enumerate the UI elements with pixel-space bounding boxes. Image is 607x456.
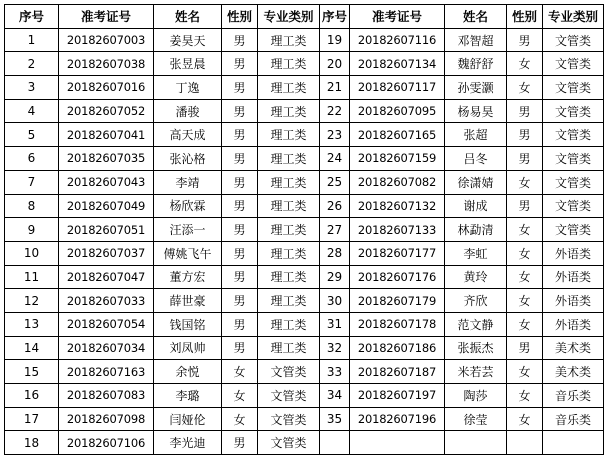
left-exam-id: 20182607038	[59, 52, 154, 76]
left-gender: 女	[222, 360, 258, 384]
student-roster-table	[4, 4, 604, 455]
right-student-no: 35	[320, 407, 350, 431]
left-gender: 男	[222, 289, 258, 313]
left-exam-id: 20182607037	[59, 241, 154, 265]
right-student-name: 徐莹	[445, 407, 507, 431]
right-student-no: 23	[320, 123, 350, 147]
right-student-name: 李虹	[445, 241, 507, 265]
right-gender: 女	[507, 289, 543, 313]
left-exam-id: 20182607043	[59, 170, 154, 194]
right-student-no: 19	[320, 28, 350, 52]
left-major-category: 理工类	[258, 218, 320, 242]
left-student-name: 余悦	[154, 360, 222, 384]
left-student-name: 刘凤帅	[154, 336, 222, 360]
right-exam-id: 20182607165	[350, 123, 445, 147]
right-student-no: 28	[320, 241, 350, 265]
left-student-name: 张昱晨	[154, 52, 222, 76]
table-row	[5, 312, 604, 336]
left-exam-id: 20182607049	[59, 194, 154, 218]
table-row	[5, 28, 604, 52]
right-student-name: 吕冬	[445, 147, 507, 171]
left-student-name: 汪添一	[154, 218, 222, 242]
left-gender: 男	[222, 99, 258, 123]
left-major-category: 文管类	[258, 407, 320, 431]
left-major-category: 文管类	[258, 431, 320, 455]
right-student-no: 21	[320, 76, 350, 100]
right-exam-id: 20182607117	[350, 76, 445, 100]
right-exam-id: 20182607132	[350, 194, 445, 218]
left-exam-id: 20182607041	[59, 123, 154, 147]
left-exam-id: 20182607051	[59, 218, 154, 242]
right-empty-cell	[320, 431, 350, 455]
right-empty-cell	[507, 431, 543, 455]
right-exam-id: 20182607178	[350, 312, 445, 336]
right-gender: 女	[507, 76, 543, 100]
left-student-no: 15	[5, 360, 59, 384]
left-gender: 女	[222, 384, 258, 408]
left-exam-id: 20182607083	[59, 384, 154, 408]
left-gender: 男	[222, 52, 258, 76]
left-student-name: 李璐	[154, 384, 222, 408]
left-exam-id: 20182607047	[59, 265, 154, 289]
right-gender: 女	[507, 265, 543, 289]
left-student-name: 张沁格	[154, 147, 222, 171]
left-student-no: 17	[5, 407, 59, 431]
left-exam-id: 20182607035	[59, 147, 154, 171]
left-student-no: 9	[5, 218, 59, 242]
right-major-category: 外语类	[543, 265, 604, 289]
left-exam-id: 20182607054	[59, 312, 154, 336]
header-gender-left: 性别	[222, 5, 258, 29]
right-student-no: 33	[320, 360, 350, 384]
right-major-category: 美术类	[543, 336, 604, 360]
roster-body	[5, 28, 604, 454]
table-row	[5, 123, 604, 147]
right-gender: 男	[507, 194, 543, 218]
left-student-name: 姜昊天	[154, 28, 222, 52]
header-major-left: 专业类别	[258, 5, 320, 29]
table-row	[5, 147, 604, 171]
left-gender: 男	[222, 336, 258, 360]
left-student-no: 18	[5, 431, 59, 455]
left-student-no: 5	[5, 123, 59, 147]
left-student-no: 4	[5, 99, 59, 123]
right-student-name: 杨易昊	[445, 99, 507, 123]
right-gender: 男	[507, 123, 543, 147]
left-student-name: 高天成	[154, 123, 222, 147]
right-student-no: 20	[320, 52, 350, 76]
right-gender: 女	[507, 52, 543, 76]
header-row	[5, 5, 604, 29]
right-student-name: 徐潇婧	[445, 170, 507, 194]
right-gender: 男	[507, 99, 543, 123]
right-gender: 男	[507, 147, 543, 171]
right-student-no: 26	[320, 194, 350, 218]
left-gender: 男	[222, 431, 258, 455]
right-exam-id: 20182607134	[350, 52, 445, 76]
left-major-category: 理工类	[258, 194, 320, 218]
right-exam-id: 20182607187	[350, 360, 445, 384]
left-student-name: 薛世豪	[154, 289, 222, 313]
left-major-category: 理工类	[258, 28, 320, 52]
right-empty-cell	[543, 431, 604, 455]
right-gender: 男	[507, 28, 543, 52]
left-student-no: 7	[5, 170, 59, 194]
left-student-name: 李光迪	[154, 431, 222, 455]
left-major-category: 理工类	[258, 123, 320, 147]
right-exam-id: 20182607179	[350, 289, 445, 313]
right-major-category: 文管类	[543, 28, 604, 52]
table-row	[5, 241, 604, 265]
left-student-name: 董方宏	[154, 265, 222, 289]
right-student-name: 魏舒舒	[445, 52, 507, 76]
left-gender: 男	[222, 218, 258, 242]
header-name-right: 姓名	[445, 5, 507, 29]
table-row	[5, 336, 604, 360]
left-student-no: 11	[5, 265, 59, 289]
left-exam-id: 20182607163	[59, 360, 154, 384]
right-student-name: 陶莎	[445, 384, 507, 408]
left-student-name: 闫娅伦	[154, 407, 222, 431]
left-major-category: 理工类	[258, 312, 320, 336]
left-student-no: 12	[5, 289, 59, 313]
left-student-no: 16	[5, 384, 59, 408]
right-major-category: 文管类	[543, 99, 604, 123]
right-major-category: 音乐类	[543, 407, 604, 431]
right-major-category: 美术类	[543, 360, 604, 384]
left-exam-id: 20182607033	[59, 289, 154, 313]
right-student-no: 30	[320, 289, 350, 313]
table-row	[5, 360, 604, 384]
left-student-no: 1	[5, 28, 59, 52]
right-gender: 男	[507, 336, 543, 360]
left-gender: 男	[222, 265, 258, 289]
header-major-right: 专业类别	[543, 5, 604, 29]
right-student-no: 22	[320, 99, 350, 123]
left-major-category: 理工类	[258, 336, 320, 360]
right-exam-id: 20182607186	[350, 336, 445, 360]
left-major-category: 理工类	[258, 76, 320, 100]
left-student-name: 李靖	[154, 170, 222, 194]
roster-container	[4, 4, 604, 455]
right-student-name: 谢成	[445, 194, 507, 218]
left-exam-id: 20182607016	[59, 76, 154, 100]
right-student-name: 张振杰	[445, 336, 507, 360]
right-major-category: 文管类	[543, 147, 604, 171]
right-student-no: 31	[320, 312, 350, 336]
right-exam-id: 20182607159	[350, 147, 445, 171]
right-exam-id: 20182607197	[350, 384, 445, 408]
left-exam-id: 20182607106	[59, 431, 154, 455]
right-student-name: 孙雯灏	[445, 76, 507, 100]
left-gender: 男	[222, 170, 258, 194]
right-student-no: 29	[320, 265, 350, 289]
header-exam-id-right: 准考证号	[350, 5, 445, 29]
right-student-name: 齐欣	[445, 289, 507, 313]
left-gender: 男	[222, 147, 258, 171]
left-student-no: 8	[5, 194, 59, 218]
table-row	[5, 76, 604, 100]
left-major-category: 文管类	[258, 360, 320, 384]
left-student-no: 6	[5, 147, 59, 171]
left-student-name: 傅姚飞午	[154, 241, 222, 265]
left-gender: 男	[222, 76, 258, 100]
right-student-name: 林勐清	[445, 218, 507, 242]
header-no-right: 序号	[320, 5, 350, 29]
right-student-name: 邓智超	[445, 28, 507, 52]
header-gender-right: 性别	[507, 5, 543, 29]
right-gender: 女	[507, 170, 543, 194]
right-student-no: 25	[320, 170, 350, 194]
right-major-category: 文管类	[543, 194, 604, 218]
right-gender: 女	[507, 360, 543, 384]
right-empty-cell	[350, 431, 445, 455]
table-row	[5, 170, 604, 194]
table-row	[5, 52, 604, 76]
table-row	[5, 407, 604, 431]
left-student-no: 14	[5, 336, 59, 360]
left-student-name: 钱国铭	[154, 312, 222, 336]
table-row	[5, 431, 604, 455]
left-major-category: 理工类	[258, 265, 320, 289]
left-gender: 女	[222, 407, 258, 431]
left-major-category: 理工类	[258, 241, 320, 265]
left-exam-id: 20182607003	[59, 28, 154, 52]
table-row	[5, 289, 604, 313]
right-gender: 女	[507, 218, 543, 242]
left-student-no: 2	[5, 52, 59, 76]
left-gender: 男	[222, 241, 258, 265]
right-student-name: 范文静	[445, 312, 507, 336]
header-name-left: 姓名	[154, 5, 222, 29]
table-row	[5, 194, 604, 218]
right-major-category: 文管类	[543, 218, 604, 242]
right-major-category: 音乐类	[543, 384, 604, 408]
right-gender: 女	[507, 384, 543, 408]
left-gender: 男	[222, 28, 258, 52]
left-exam-id: 20182607034	[59, 336, 154, 360]
right-gender: 女	[507, 407, 543, 431]
left-student-name: 潘骏	[154, 99, 222, 123]
right-gender: 女	[507, 312, 543, 336]
left-exam-id: 20182607098	[59, 407, 154, 431]
left-student-no: 3	[5, 76, 59, 100]
left-exam-id: 20182607052	[59, 99, 154, 123]
left-gender: 男	[222, 194, 258, 218]
left-student-no: 10	[5, 241, 59, 265]
right-student-name: 黄玲	[445, 265, 507, 289]
left-major-category: 文管类	[258, 384, 320, 408]
table-row	[5, 218, 604, 242]
right-student-no: 24	[320, 147, 350, 171]
left-major-category: 理工类	[258, 99, 320, 123]
right-student-no: 32	[320, 336, 350, 360]
right-exam-id: 20182607177	[350, 241, 445, 265]
right-major-category: 外语类	[543, 241, 604, 265]
right-student-no: 27	[320, 218, 350, 242]
left-student-name: 丁逸	[154, 76, 222, 100]
left-major-category: 理工类	[258, 170, 320, 194]
left-major-category: 理工类	[258, 52, 320, 76]
right-major-category: 文管类	[543, 76, 604, 100]
table-row	[5, 99, 604, 123]
right-exam-id: 20182607095	[350, 99, 445, 123]
left-major-category: 理工类	[258, 289, 320, 313]
right-major-category: 文管类	[543, 170, 604, 194]
right-student-name: 张超	[445, 123, 507, 147]
right-gender: 女	[507, 241, 543, 265]
left-student-no: 13	[5, 312, 59, 336]
left-major-category: 理工类	[258, 147, 320, 171]
table-row	[5, 265, 604, 289]
right-student-no: 34	[320, 384, 350, 408]
header-exam-id-left: 准考证号	[59, 5, 154, 29]
right-empty-cell	[445, 431, 507, 455]
right-major-category: 外语类	[543, 289, 604, 313]
right-exam-id: 20182607116	[350, 28, 445, 52]
right-exam-id: 20182607082	[350, 170, 445, 194]
left-student-name: 杨欣霖	[154, 194, 222, 218]
table-row	[5, 384, 604, 408]
right-exam-id: 20182607133	[350, 218, 445, 242]
right-exam-id: 20182607176	[350, 265, 445, 289]
right-major-category: 外语类	[543, 312, 604, 336]
right-major-category: 文管类	[543, 52, 604, 76]
right-exam-id: 20182607196	[350, 407, 445, 431]
left-gender: 男	[222, 312, 258, 336]
left-gender: 男	[222, 123, 258, 147]
right-major-category: 文管类	[543, 123, 604, 147]
right-student-name: 米若芸	[445, 360, 507, 384]
header-no-left: 序号	[5, 5, 59, 29]
